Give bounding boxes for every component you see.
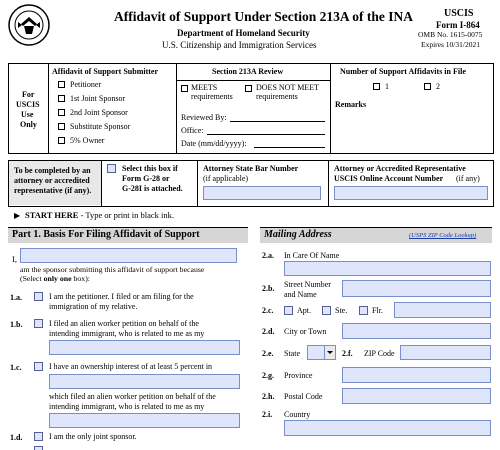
state-dropdown-button[interactable]: [324, 346, 335, 359]
in-care-of-label: In Care Of Name: [284, 251, 340, 260]
not-meets-label: DOES NOT MEET: [256, 83, 319, 92]
account-number-label: Attorney or Accredited Representative: [334, 164, 466, 173]
entity-name-input[interactable]: [49, 374, 240, 389]
start-here-arrow: ▶: [14, 211, 21, 220]
account-number-input[interactable]: [334, 186, 488, 200]
row-number: 2.h.: [262, 392, 275, 401]
flr-label: Flr.: [372, 306, 383, 315]
flr-checkbox[interactable]: [359, 306, 368, 315]
completed-by-label-2: attorney or accredited: [14, 176, 90, 185]
form-agency: USCIS: [444, 8, 474, 19]
postal-code-label: Postal Code: [284, 392, 323, 401]
g28-label-2: Form G-28 or: [122, 174, 170, 183]
meets-label-sub: requirements: [191, 92, 233, 101]
uscis-side-label-4: Only: [20, 120, 37, 129]
country-label: Country: [284, 410, 311, 419]
row-number: 2.b.: [262, 284, 275, 293]
not-meets-label-sub: requirements: [256, 92, 298, 101]
street-input[interactable]: [342, 280, 491, 297]
postal-code-input[interactable]: [342, 388, 491, 404]
account-number-sublabel: USCIS Online Account Number: [334, 174, 444, 183]
ste-label: Ste.: [335, 306, 348, 315]
expiration-date: Expires 10/31/2021: [421, 40, 480, 49]
next-item-checkbox[interactable]: [34, 446, 43, 450]
item-text: which filed an alien worker petition on behalf of the: [49, 392, 216, 401]
office-label: Office:: [181, 126, 204, 135]
row-number: 2.d.: [262, 327, 275, 336]
submitter-option-label: 1st Joint Sponsor: [70, 94, 126, 103]
ownership-interest-checkbox[interactable]: [34, 362, 43, 371]
start-here-bold: START HERE: [25, 210, 79, 220]
item-text: I have an ownership interest of at least 5 percent in: [49, 362, 213, 371]
part1-title: Part 1. Basis For Filing Affidavit of Support: [12, 229, 200, 240]
g28-label-3: G-28I is attached.: [122, 184, 183, 193]
bar-number-input[interactable]: [203, 186, 321, 200]
street-label-2: and Name: [284, 290, 317, 299]
number-affidavits-title: Number of Support Affidavits in File: [340, 67, 466, 76]
zip-label: ZIP Code: [364, 349, 395, 358]
province-input[interactable]: [342, 367, 491, 383]
sponsor-line-1: am the sponsor submitting this affidavit of support because: [20, 265, 205, 274]
sponsor-name-input[interactable]: [20, 248, 237, 263]
department-name: Department of Homeland Security: [177, 28, 310, 38]
item-number: 1.d.: [10, 433, 23, 442]
item-number: 1.b.: [10, 320, 23, 329]
reviewed-by-label: Reviewed By:: [181, 113, 227, 122]
form-title: Affidavit of Support Under Section 213A of the INA: [114, 9, 414, 24]
not-meets-requirements-checkbox[interactable]: [245, 85, 252, 92]
item-text: I filed an alien worker petition on behalf of the: [49, 319, 199, 328]
submitter-title: Affidavit of Support Submitter: [52, 67, 159, 76]
item-text: I am the petitioner. I filed or am filing for the: [49, 292, 194, 301]
relationship-1b-input[interactable]: [49, 340, 240, 355]
in-care-of-input[interactable]: [284, 261, 491, 276]
affidavit-count-1-checkbox[interactable]: [373, 83, 380, 90]
g28-attached-checkbox[interactable]: [107, 164, 116, 173]
sponsor-line-2a: (Select: [20, 274, 44, 283]
province-label: Province: [284, 371, 313, 380]
alien-worker-petition-checkbox[interactable]: [34, 319, 43, 328]
affidavit-count-1-label: 1: [385, 82, 389, 91]
row-number: 2.e.: [262, 349, 274, 358]
sponsor-line-2b: only one: [43, 274, 72, 283]
agency-name: U.S. Citizenship and Immigration Services: [162, 40, 317, 50]
row-number: 2.a.: [262, 251, 274, 260]
bar-number-label: Attorney State Bar Number: [203, 164, 299, 173]
review-title: Section 213A Review: [212, 67, 284, 76]
submitter-2nd-joint-checkbox[interactable]: [58, 109, 65, 116]
omb-number: OMB No. 1615-0075: [418, 30, 483, 39]
affidavit-count-2-label: 2: [436, 82, 440, 91]
date-label: Date (mm/dd/yyyy):: [181, 139, 247, 148]
uscis-side-label-2: USCIS: [16, 100, 40, 109]
bar-number-sublabel: (if applicable): [203, 174, 249, 183]
submitter-option-label: 5% Owner: [70, 136, 105, 145]
mailing-title: Mailing Address: [264, 229, 332, 240]
dhs-seal: [8, 4, 50, 46]
item-text: intending immigrant, who is related to me as my: [49, 329, 205, 338]
account-number-sublabel-2: (if any): [456, 174, 480, 183]
meets-requirements-checkbox[interactable]: [181, 85, 188, 92]
row-number: 2.i.: [262, 410, 273, 419]
submitter-petitioner-checkbox[interactable]: [58, 81, 65, 88]
sponsor-prefix: I,: [12, 254, 17, 264]
remarks-label: Remarks: [335, 100, 367, 109]
only-joint-sponsor-checkbox[interactable]: [34, 432, 43, 441]
sponsor-line-2c: box):: [71, 274, 90, 283]
item-number: 1.c.: [10, 363, 22, 372]
uscis-side-label-3: Use: [21, 110, 34, 119]
completed-by-label-1: To be completed by an: [14, 166, 91, 175]
state-label: State: [284, 349, 300, 358]
submitter-option-label: Petitioner: [70, 80, 102, 89]
chevron-down-icon: [327, 351, 333, 354]
country-input[interactable]: [284, 420, 491, 436]
petitioner-checkbox[interactable]: [34, 292, 43, 301]
submitter-1st-joint-checkbox[interactable]: [58, 95, 65, 102]
city-input[interactable]: [342, 323, 491, 339]
apt-checkbox[interactable]: [284, 306, 293, 315]
zip-lookup-link[interactable]: (USPS ZIP Code Lookup): [409, 232, 477, 239]
unit-number-input[interactable]: [394, 302, 491, 318]
submitter-option-label: Substitute Sponsor: [70, 122, 131, 131]
form-number: Form I-864: [436, 20, 480, 30]
uscis-side-label-1: For: [22, 90, 35, 99]
start-here-instruction: [25, 211, 174, 221]
apt-label: Apt.: [297, 306, 311, 315]
zip-input[interactable]: [400, 345, 491, 360]
street-label: Street Number: [284, 280, 331, 289]
submitter-substitute-checkbox[interactable]: [58, 123, 65, 130]
relationship-1c-input[interactable]: [49, 413, 240, 428]
affidavit-count-2-checkbox[interactable]: [424, 83, 431, 90]
row-number: 2.c.: [262, 306, 274, 315]
completed-by-label-3: representative (if any).: [14, 186, 92, 195]
item-text: immigration of my relative.: [49, 302, 138, 311]
item-text: I am the only joint sponsor.: [49, 432, 137, 441]
item-text: intending immigrant, who is related to me as my: [49, 402, 205, 411]
start-here-rest: - Type or print in black ink.: [78, 210, 175, 220]
submitter-option-label: 2nd Joint Sponsor: [70, 108, 128, 117]
zip-number: 2.f.: [342, 349, 353, 358]
item-number: 1.a.: [10, 293, 22, 302]
g28-label-1: Select this box if: [122, 164, 178, 173]
ste-checkbox[interactable]: [322, 306, 331, 315]
submitter-5pct-owner-checkbox[interactable]: [58, 137, 65, 144]
sponsor-line-2: [20, 275, 90, 284]
city-label: City or Town: [284, 327, 327, 336]
meets-label: MEETS: [191, 83, 218, 92]
row-number: 2.g.: [262, 371, 274, 380]
